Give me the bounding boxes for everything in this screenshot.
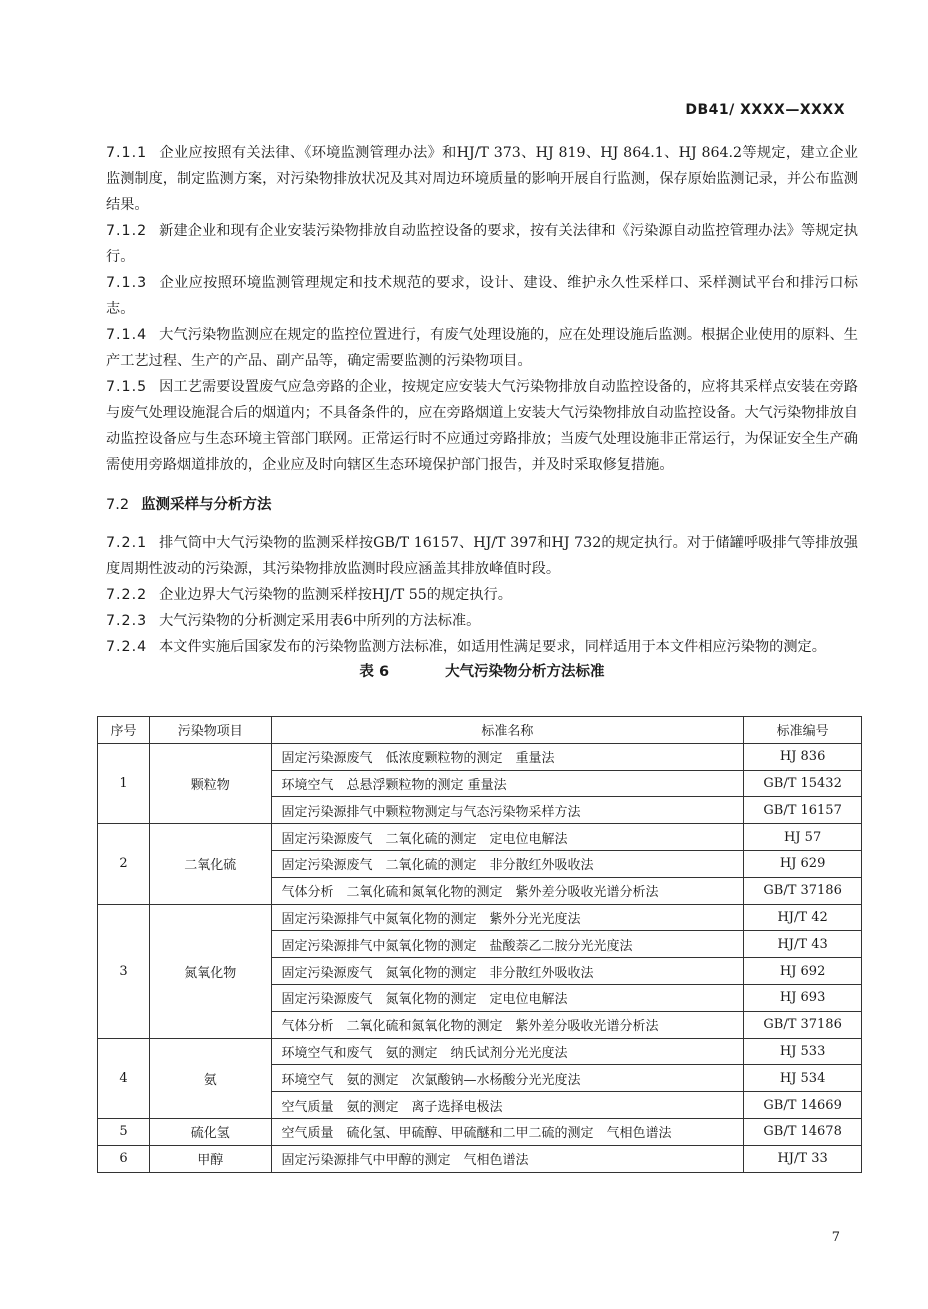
clause-number: 7.1.5: [106, 379, 148, 395]
cell-standard-code: HJ 534: [744, 1065, 862, 1092]
clause-7-1-4: [106, 322, 858, 374]
cell-standard-name: 气体分析 二氧化硫和氮氧化物的测定 紫外差分吸收光谱分析法: [271, 1011, 744, 1038]
table-header-row: [98, 717, 862, 744]
cell-standard-code: HJ/T 42: [744, 904, 862, 931]
cell-standard-code: GB/T 14669: [744, 1092, 862, 1119]
document-code: DB41/ XXXX—XXXX: [685, 102, 845, 118]
table-row: [98, 824, 862, 851]
header-no: 序号: [98, 717, 150, 744]
cell-standard-name: 环境空气 氨的测定 次氯酸钠—水杨酸分光光度法: [271, 1065, 744, 1092]
clause-number: 7.2.3: [106, 613, 148, 629]
cell-standard-name: 环境空气 总悬浮颗粒物的测定 重量法: [271, 770, 744, 797]
clause-text: 企业边界大气污染物的监测采样按HJ/T 55的规定执行。: [159, 587, 512, 603]
cell-standard-code: HJ 692: [744, 958, 862, 985]
cell-standard-code: GB/T 15432: [744, 770, 862, 797]
clause-7-1-1: [106, 140, 858, 218]
clause-text: 企业应按照环境监测管理规定和技术规范的要求，设计、建设、维护永久性采样口、采样测试平台和排污口标志。: [106, 275, 858, 317]
clause-7-1-2: [106, 218, 858, 270]
cell-pollutant: 氮氧化物: [149, 904, 271, 1038]
cell-standard-name: 气体分析 二氧化硫和氮氧化物的测定 紫外差分吸收光谱分析法: [271, 877, 744, 904]
cell-standard-code: HJ 57: [744, 824, 862, 851]
clause-number: 7.1.2: [106, 223, 148, 239]
clause-number: 7.1.1: [106, 145, 148, 161]
table-title: 大气污染物分析方法标准: [445, 664, 605, 680]
clause-text: 企业应按照有关法律、《环境监测管理办法》和HJ/T 373、HJ 819、HJ 864.1、HJ 864.2等规定，建立企业监测制度，制定监测方案，对污染物排放状况及其对周边环境质量的影响开展自行监测，保存原始监测记录，并公布监测结果。: [106, 145, 858, 213]
clause-number: 7.1.3: [106, 275, 148, 291]
clause-text: 大气污染物监测应在规定的监控位置进行，有废气处理设施的，应在处理设施后监测。根据企业使用的原料、生产工艺过程、生产的产品、副产品等，确定需要监测的污染物项目。: [106, 327, 858, 369]
page-number: 7: [831, 1230, 840, 1245]
section-title: 监测采样与分析方法: [141, 497, 272, 513]
cell-standard-name: 固定污染源废气 低浓度颗粒物的测定 重量法: [271, 743, 744, 770]
cell-standard-name: 固定污染源废气 二氧化硫的测定 定电位电解法: [271, 824, 744, 851]
cell-pollutant: 颗粒物: [149, 743, 271, 823]
clause-text: 本文件实施后国家发布的污染物监测方法标准，如适用性满足要求，同样适用于本文件相应污染物的测定。: [159, 639, 826, 655]
clause-number: 7.2.1: [106, 535, 148, 551]
clause-number: 7.2.4: [106, 639, 148, 655]
standards-table: [97, 716, 862, 1173]
cell-standard-code: HJ 693: [744, 984, 862, 1011]
cell-standard-name: 空气质量 氨的测定 离子选择电极法: [271, 1092, 744, 1119]
clause-text: 因工艺需要设置废气应急旁路的企业，按规定应安装大气污染物排放自动监控设备的，应将其采样点安装在旁路与废气处理设施混合后的烟道内；不具备条件的，应在旁路烟道上安装大气污染物排放自动监控设备。大气污染物排放自动监控设备应与生态环境主管部门联网。正常运行时不应通过旁路排放；当废气处理设施非正常运行，为保证安全生产确需使用旁路烟道排放的，企业应及时向辖区生态环境保护部门报告，并及时采取修复措施。: [106, 379, 858, 473]
table-row: [98, 904, 862, 931]
cell-standard-name: 固定污染源排气中颗粒物测定与气态污染物采样方法: [271, 797, 744, 824]
section-number: 7.2: [106, 497, 130, 513]
clause-number: 7.2.2: [106, 587, 148, 603]
clause-7-2-1: [106, 530, 858, 582]
clause-7-1-5: [106, 374, 858, 478]
cell-no: 6: [98, 1145, 150, 1172]
cell-standard-name: 固定污染源排气中氮氧化物的测定 盐酸萘乙二胺分光光度法: [271, 931, 744, 958]
cell-pollutant: 氨: [149, 1038, 271, 1118]
cell-standard-code: GB/T 37186: [744, 877, 862, 904]
clause-7-2-2: [106, 582, 858, 608]
table-row: [98, 743, 862, 770]
section-heading: [106, 492, 858, 518]
cell-standard-code: HJ 836: [744, 743, 862, 770]
cell-no: 2: [98, 824, 150, 904]
clause-text: 排气筒中大气污染物的监测采样按GB/T 16157、HJ/T 397和HJ 732的规定执行。对于储罐呼吸排气等排放强度周期性波动的污染源，其污染物排放监测时段应涵盖其排放峰值时段。: [106, 535, 858, 577]
clause-7-2-3: [106, 608, 858, 634]
cell-standard-code: GB/T 14678: [744, 1118, 862, 1145]
table-row: [98, 1118, 862, 1145]
clause-text: 大气污染物的分析测定采用表6中所列的方法标准。: [159, 613, 481, 629]
cell-no: 1: [98, 743, 150, 823]
header-name: 标准名称: [271, 717, 744, 744]
cell-standard-code: HJ/T 33: [744, 1145, 862, 1172]
cell-standard-name: 固定污染源废气 氮氧化物的测定 定电位电解法: [271, 984, 744, 1011]
header-code: 标准编号: [744, 717, 862, 744]
clause-7-1-3: [106, 270, 858, 322]
table-row: [98, 1038, 862, 1065]
cell-pollutant: 二氧化硫: [149, 824, 271, 904]
cell-no: 3: [98, 904, 150, 1038]
clause-text: 新建企业和现有企业安装污染物排放自动监控设备的要求，按有关法律和《污染源自动监控管理办法》等规定执行。: [106, 223, 858, 265]
cell-pollutant: 硫化氢: [149, 1118, 271, 1145]
header-item: 污染物项目: [149, 717, 271, 744]
clause-number: 7.1.4: [106, 327, 148, 343]
cell-standard-name: 固定污染源排气中氮氧化物的测定 紫外分光光度法: [271, 904, 744, 931]
table-caption: [106, 660, 858, 684]
cell-standard-code: HJ/T 43: [744, 931, 862, 958]
table-number: 表 6: [359, 664, 390, 680]
cell-standard-name: 固定污染源废气 氮氧化物的测定 非分散红外吸收法: [271, 958, 744, 985]
cell-pollutant: 甲醇: [149, 1145, 271, 1172]
cell-standard-name: 空气质量 硫化氢、甲硫醇、甲硫醚和二甲二硫的测定 气相色谱法: [271, 1118, 744, 1145]
cell-standard-name: 固定污染源废气 二氧化硫的测定 非分散红外吸收法: [271, 850, 744, 877]
clause-7-2-4: [106, 634, 858, 660]
cell-standard-code: HJ 533: [744, 1038, 862, 1065]
cell-standard-name: 环境空气和废气 氨的测定 纳氏试剂分光光度法: [271, 1038, 744, 1065]
document-body: [106, 140, 858, 686]
cell-no: 4: [98, 1038, 150, 1118]
cell-no: 5: [98, 1118, 150, 1145]
cell-standard-name: 固定污染源排气中甲醇的测定 气相色谱法: [271, 1145, 744, 1172]
cell-standard-code: GB/T 37186: [744, 1011, 862, 1038]
cell-standard-code: GB/T 16157: [744, 797, 862, 824]
table-row: [98, 1145, 862, 1172]
cell-standard-code: HJ 629: [744, 850, 862, 877]
